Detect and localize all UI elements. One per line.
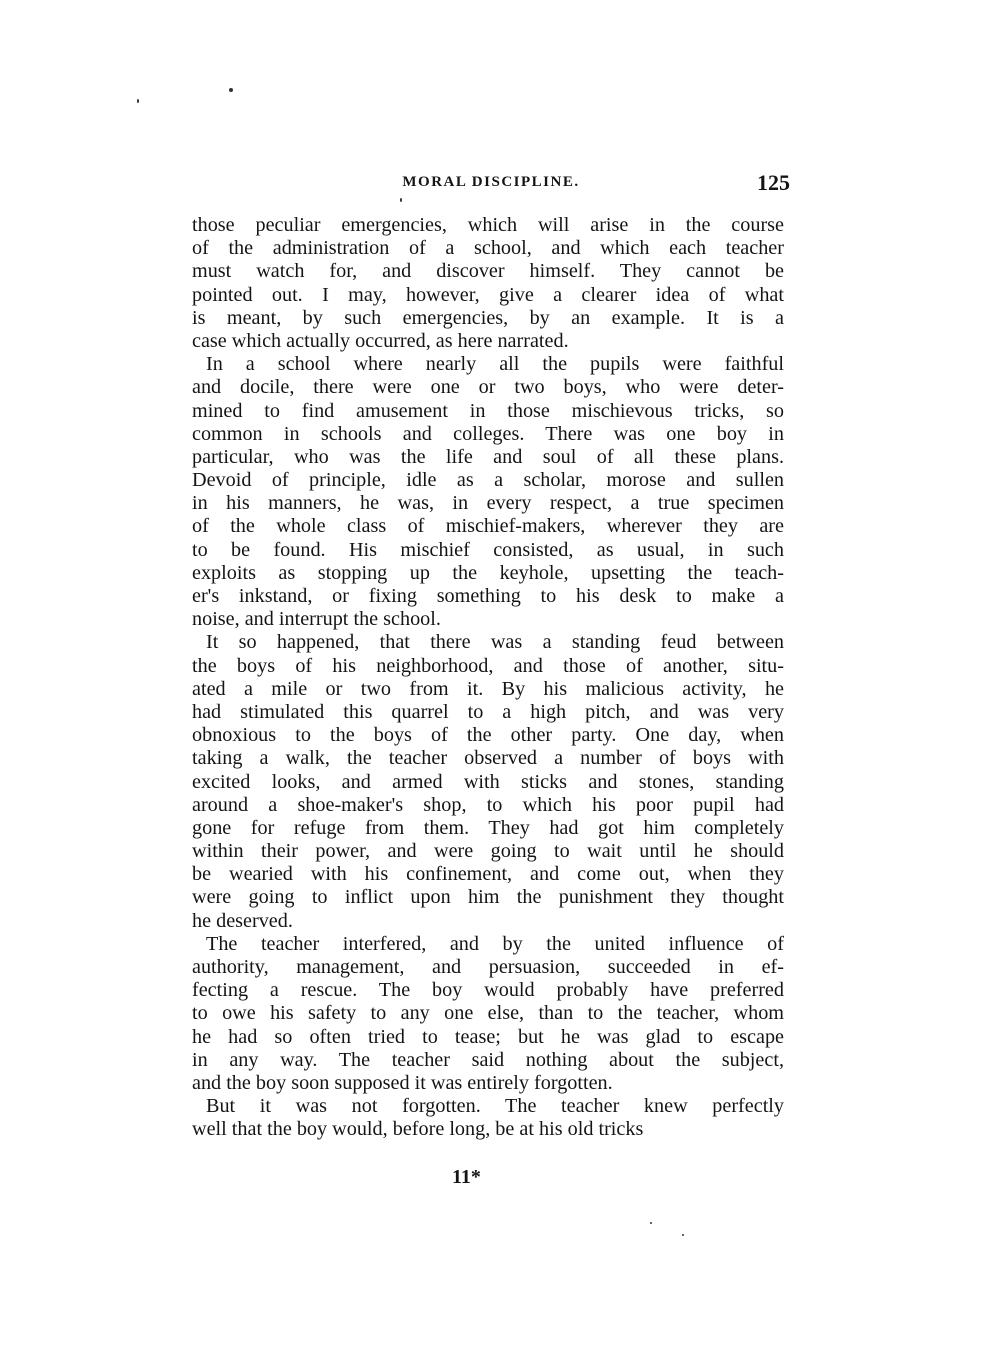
text-line: to owe his safety to any one else, than to the teacher, whom <box>192 1002 784 1025</box>
text-line: Devoid of principle, idle as a scholar, morose and sullen <box>192 469 784 492</box>
text-line: around a shoe-maker's shop, to which his poor pupil had <box>192 793 784 816</box>
paragraph <box>192 353 784 631</box>
text-line: and docile, there were one or two boys, who were deter- <box>192 376 784 399</box>
ink-speck <box>137 99 139 103</box>
text-line: had stimulated this quarrel to a high pitch, and was very <box>192 700 784 723</box>
signature-mark: 11* <box>452 1166 481 1188</box>
text-line: well that the boy would, before long, be at his old tricks <box>192 1118 644 1141</box>
text-line: fecting a rescue. The boy would probably have preferred <box>192 979 784 1002</box>
text-line: It so happened, that there was a standing feud between <box>206 631 784 654</box>
text-line: he had so often tried to tease; but he was glad to escape <box>192 1025 784 1048</box>
ink-speck <box>650 1222 652 1224</box>
text-line: and the boy soon supposed it was entirely forgotten. <box>192 1071 613 1094</box>
text-line: were going to inflict upon him the punishment they thought <box>192 886 784 909</box>
ink-speck <box>400 198 402 202</box>
text-line: those peculiar emergencies, which will arise in the course <box>192 214 784 236</box>
text-line: The teacher interfered, and by the united influence of <box>206 932 784 955</box>
text-line: he deserved. <box>192 909 293 932</box>
text-line: must watch for, and discover himself. They cannot be <box>192 260 784 283</box>
body-text <box>192 214 784 1142</box>
paragraph <box>192 933 784 1095</box>
text-line: obnoxious to the boys of the other party. One day, when <box>192 724 784 747</box>
text-line: mined to find amusement in those mischievous tricks, so <box>192 399 784 422</box>
text-line: of the whole class of mischief-makers, wherever they are <box>192 515 784 538</box>
text-line: is meant, by such emergencies, by an example. It is a <box>192 306 784 329</box>
text-line: ated a mile or two from it. By his malicious activity, he <box>192 677 784 700</box>
text-line: case which actually occurred, as here narrated. <box>192 329 569 352</box>
text-line: But it was not forgotten. The teacher knew perfectly <box>206 1095 784 1118</box>
text-line: authority, management, and persuasion, succeeded in ef- <box>192 956 784 978</box>
text-line: particular, who was the life and soul of all these plans. <box>192 445 784 468</box>
text-line: er's inkstand, or fixing something to his desk to make a <box>192 585 784 607</box>
page-number: 125 <box>757 170 790 195</box>
paragraph <box>192 631 784 932</box>
ink-speck <box>682 1234 684 1236</box>
running-title: MORAL DISCIPLINE. <box>402 174 580 190</box>
text-line: pointed out. I may, however, give a clearer idea of what <box>192 283 784 306</box>
text-line: In a school where nearly all the pupils were faithful <box>206 353 784 376</box>
text-line: the boys of his neighborhood, and those of another, situ- <box>192 654 784 677</box>
paragraph <box>192 214 784 353</box>
text-line: to be found. His mischief consisted, as usual, in such <box>192 538 784 561</box>
ink-speck <box>229 88 233 92</box>
text-line: within their power, and were going to wait until he should <box>192 840 784 863</box>
paragraph <box>192 1095 784 1141</box>
text-line: in any way. The teacher said nothing about the subject, <box>192 1048 784 1071</box>
text-line: taking a walk, the teacher observed a number of boys with <box>192 747 784 770</box>
text-line: excited looks, and armed with sticks and stones, standing <box>192 770 784 793</box>
running-head <box>192 172 790 196</box>
text-line: in his manners, he was, in every respect, a true specimen <box>192 492 784 515</box>
text-line: noise, and interrupt the school. <box>192 608 441 631</box>
text-line: of the administration of a school, and which each teacher <box>192 237 784 260</box>
text-line: common in schools and colleges. There was one boy in <box>192 422 784 445</box>
text-line: be wearied with his confinement, and come out, when they <box>192 863 784 886</box>
text-line: exploits as stopping up the keyhole, upsetting the teach- <box>192 561 784 584</box>
text-line: gone for refuge from them. They had got him completely <box>192 816 784 839</box>
